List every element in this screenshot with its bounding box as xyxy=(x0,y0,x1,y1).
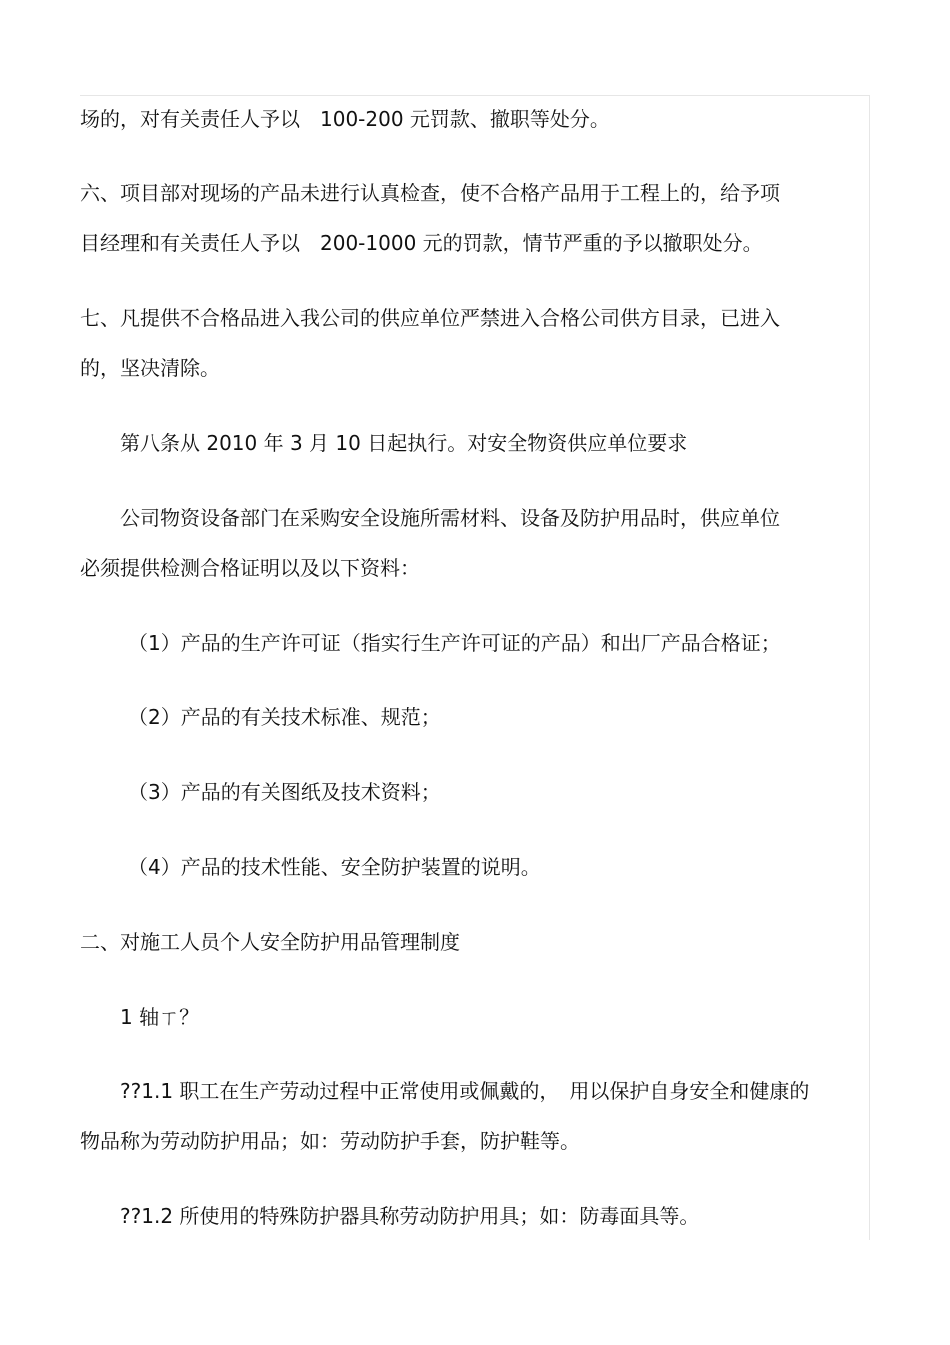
list-item: （3）产品的有关图纸及技术资料； xyxy=(128,780,441,804)
text-line: 七、凡提供不合格品进入我公司的供应单位严禁进入合格公司供方目录，已进入 xyxy=(80,306,780,330)
text-line: 第八条从 2010 年 3 月 10 日起执行。对安全物资供应单位要求 xyxy=(120,431,688,455)
text-line: 公司物资设备部门在采购安全设施所需材料、设备及防护用品时，供应单位 xyxy=(120,506,780,530)
section-heading: 二、对施工人员个人安全防护用品管理制度 xyxy=(80,930,460,954)
text-line: ??1.1 职工在生产劳动过程中正常使用或佩戴的， 用以保护自身安全和健康的 xyxy=(120,1079,810,1103)
page-border-top xyxy=(80,95,870,96)
text-line: 物品称为劳动防护用品；如：劳动防护手套，防护鞋等。 xyxy=(80,1129,580,1153)
text-line: 必须提供检测合格证明以及以下资料： xyxy=(80,556,420,580)
list-item: （2）产品的有关技术标准、规范； xyxy=(128,705,441,729)
text-line: 的，坚决清除。 xyxy=(80,356,220,380)
list-item: （4）产品的技术性能、安全防护装置的说明。 xyxy=(128,855,541,879)
text-line: 场的，对有关责任人予以 100-200 元罚款、撤职等处分。 xyxy=(80,107,610,131)
page-border-right xyxy=(869,95,870,1240)
text-line: 六、项目部对现场的产品未进行认真检查，使不合格产品用于工程上的，给予项 xyxy=(80,181,780,205)
text-line: 目经理和有关责任人予以 200-1000 元的罚款，情节严重的予以撤职处分。 xyxy=(80,231,763,255)
list-item: （1）产品的生产许可证（指实行生产许可证的产品）和出厂产品合格证； xyxy=(128,631,781,655)
text-line: ??1.2 所使用的特殊防护器具称劳动防护用具；如：防毒面具等。 xyxy=(120,1204,700,1228)
subsection-heading: 1 轴ㄒ？ xyxy=(120,1005,200,1029)
